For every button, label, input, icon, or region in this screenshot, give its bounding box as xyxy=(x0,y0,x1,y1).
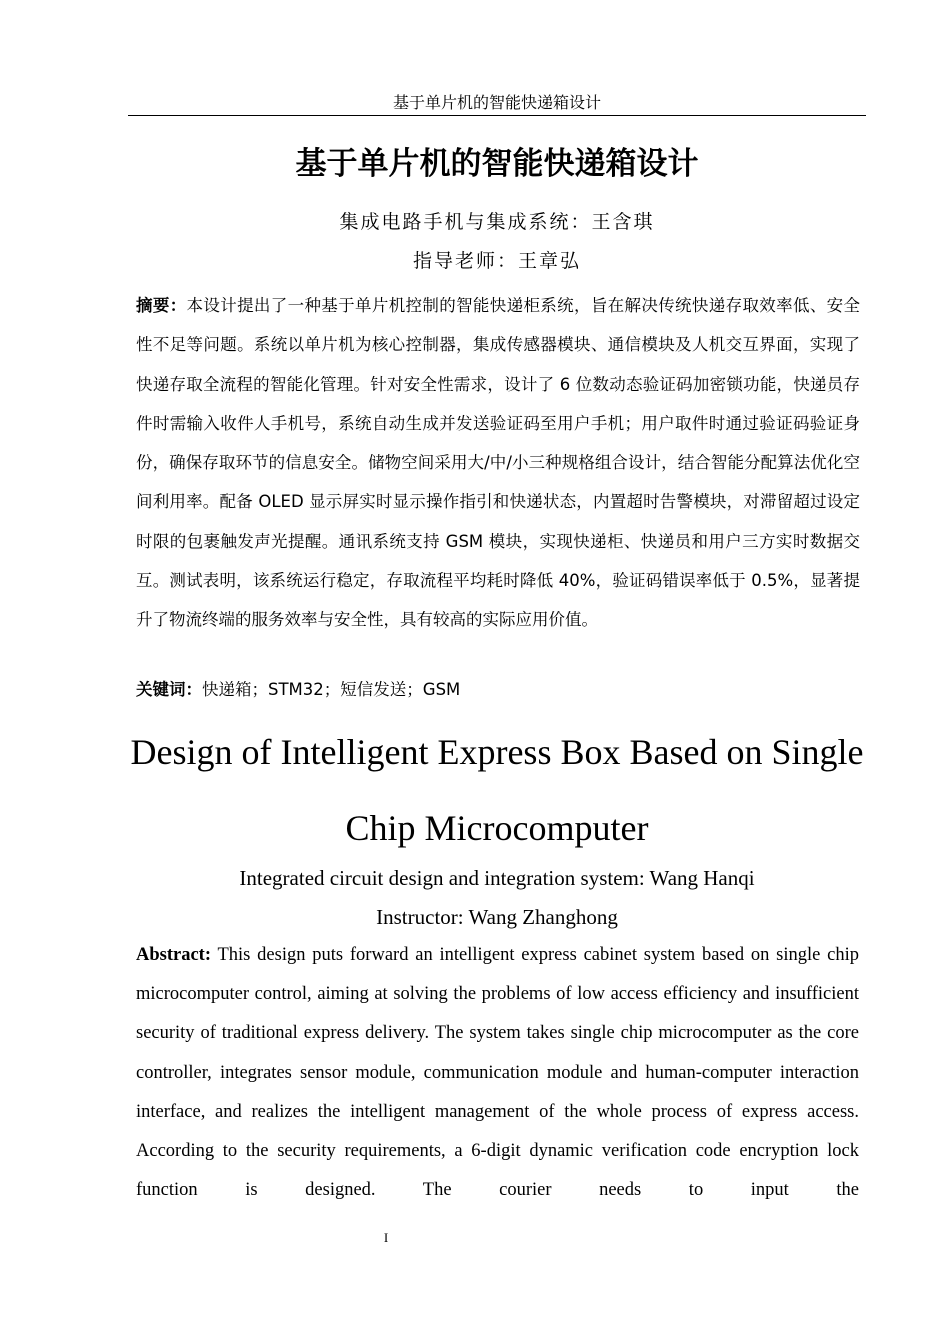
chinese-keywords xyxy=(136,677,860,703)
english-author-line: Integrated circuit design and integration system: Wang Hanqi xyxy=(239,866,755,890)
chinese-keywords-label: 关键词： xyxy=(136,680,202,699)
chinese-abstract-text: 本设计提出了一种基于单片机控制的智能快递柜系统，旨在解决传统快递存取效率低、安全性不足等问题。系统以单片机为核心控制器，集成传感器模块、通信模块及人机交互界面，实现了快递存取全流程的智能化管理。针对安全性需求，设计了 6 位数动态验证码加密锁功能，快递员存件时需输入收件人手机号，系统自动生成并发送验证码至用户手机；用户取件时通过验证码验证身份，确保存取环节的信息安全。储物空间采用大/中/小三种规格组合设计，结合智能分配算法优化空间利用率。配备 OLED 显示屏实时显示操作指引和快递状态，内置超时告警模块，对滞留超过设定时限的包裹触发声光提醒。通讯系统支持 GSM 模块，实现快递柜、快递员和用户三方实时数据交互。测试表明，该系统运行稳定，存取流程平均耗时降低 40%，验证码错误率低于 0.5%，显著提升了物流终端的服务效率与安全性，具有较高的实际应用价值。 xyxy=(136,296,861,630)
english-abstract-text: This design puts forward an intelligent express cabinet system based on single chip microcomputer control, aiming at solving the problems of low access efficiency and insufficient security of traditional express delivery. The system takes single chip microcomputer as the core controller, integrates sensor module, communication module and human-computer interaction interface, and realizes the intelligent management of the whole process of express access. According to the security requirements, a 6-digit dynamic verification code encryption lock function is designed. The courier needs to input the xyxy=(136,945,859,1201)
chinese-keywords-text: 快递箱；STM32；短信发送；GSM xyxy=(202,680,461,699)
english-title: Design of Intelligent Express Box Based on Single Chip Microcomputer xyxy=(130,732,864,848)
chinese-abstract xyxy=(136,286,860,640)
header-rule xyxy=(128,115,866,116)
chinese-abstract-label: 摘要： xyxy=(136,296,187,315)
running-header: 基于单片机的智能快递箱设计 xyxy=(392,93,601,112)
chinese-title: 基于单片机的智能快递箱设计 xyxy=(295,146,699,182)
chinese-advisor-line: 指导老师：王章弘 xyxy=(412,250,581,272)
english-abstract xyxy=(136,936,859,1210)
page-number: I xyxy=(383,1230,389,1245)
chinese-author-line: 集成电路手机与集成系统：王含琪 xyxy=(339,211,655,233)
english-abstract-label: Abstract: xyxy=(136,945,212,965)
english-advisor-line: Instructor: Wang Zhanghong xyxy=(376,905,618,929)
